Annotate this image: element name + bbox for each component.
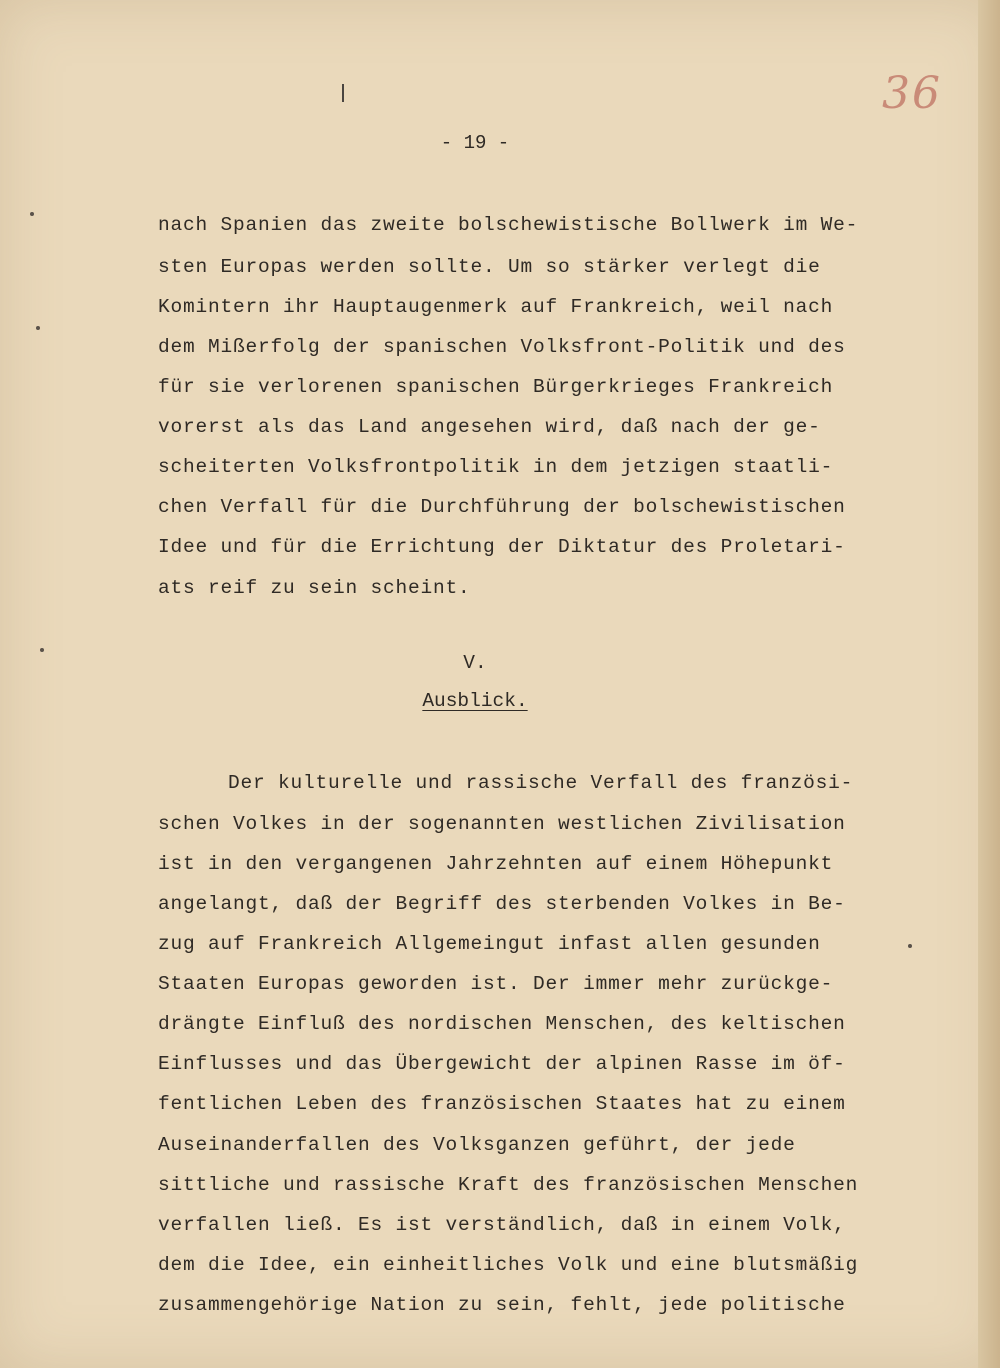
text-line: angelangt, daß der Begriff des sterbenden Volkes in Be-: [158, 893, 846, 915]
page-number: - 19 -: [440, 132, 510, 154]
paper-speck: [30, 212, 34, 216]
text-line: Einflusses und das Übergewicht der alpinen Rasse im öf-: [158, 1053, 846, 1075]
ink-mark: [342, 84, 344, 102]
text-line: zusammengehörige Nation zu sein, fehlt, jede politische: [158, 1294, 846, 1316]
text-line: Auseinanderfallen des Volksganzen geführt, der jede: [158, 1134, 796, 1156]
text-line: ats reif zu sein scheint.: [158, 577, 471, 599]
text-line: nach Spanien das zweite bolschewistische Bollwerk im We-: [158, 214, 859, 236]
paper-speck: [40, 648, 44, 652]
text-line: drängte Einfluß des nordischen Menschen, des keltischen: [158, 1013, 846, 1035]
text-line: ist in den vergangenen Jahrzehnten auf einem Höhepunkt: [158, 853, 834, 875]
text-line: für sie verlorenen spanischen Bürgerkrieges Frankreich: [158, 376, 834, 398]
folio-number: 36: [882, 68, 942, 119]
text-line: schen Volkes in der sogenannten westlichen Zivilisation: [158, 813, 846, 835]
text-line: dem die Idee, ein einheitliches Volk und eine blutsmäßig: [158, 1254, 859, 1276]
text-line: Komintern ihr Hauptaugenmerk auf Frankreich, weil nach: [158, 296, 834, 318]
text-line: Staaten Europas geworden ist. Der immer mehr zurückge-: [158, 973, 834, 995]
text-line: sittliche und rassische Kraft des französischen Menschen: [158, 1174, 859, 1196]
text-line: Der kulturelle und rassische Verfall des französi-: [228, 772, 854, 794]
section-title-text: Ausblick.: [422, 690, 528, 712]
text-line: sten Europas werden sollte. Um so stärker verlegt die: [158, 256, 821, 278]
paper-speck: [36, 326, 40, 330]
text-line: verfallen ließ. Es ist verständlich, daß in einem Volk,: [158, 1214, 846, 1236]
text-line: chen Verfall für die Durchführung der bolschewistischen: [158, 496, 846, 518]
text-line: dem Mißerfolg der spanischen Volksfront-Politik und des: [158, 336, 846, 358]
text-line: Idee und für die Errichtung der Diktatur des Proletari-: [158, 536, 846, 558]
section-number: V.: [463, 652, 487, 674]
paper-speck: [908, 944, 912, 948]
text-line: zug auf Frankreich Allgemeingut infast allen gesunden: [158, 933, 821, 955]
text-line: fentlichen Leben des französischen Staates hat zu einem: [158, 1093, 846, 1115]
text-line: scheiterten Volksfrontpolitik in dem jetzigen staatli-: [158, 456, 834, 478]
page-edge: [978, 0, 1000, 1368]
text-line: vorerst als das Land angesehen wird, daß nach der ge-: [158, 416, 821, 438]
section-title: [0, 690, 950, 712]
